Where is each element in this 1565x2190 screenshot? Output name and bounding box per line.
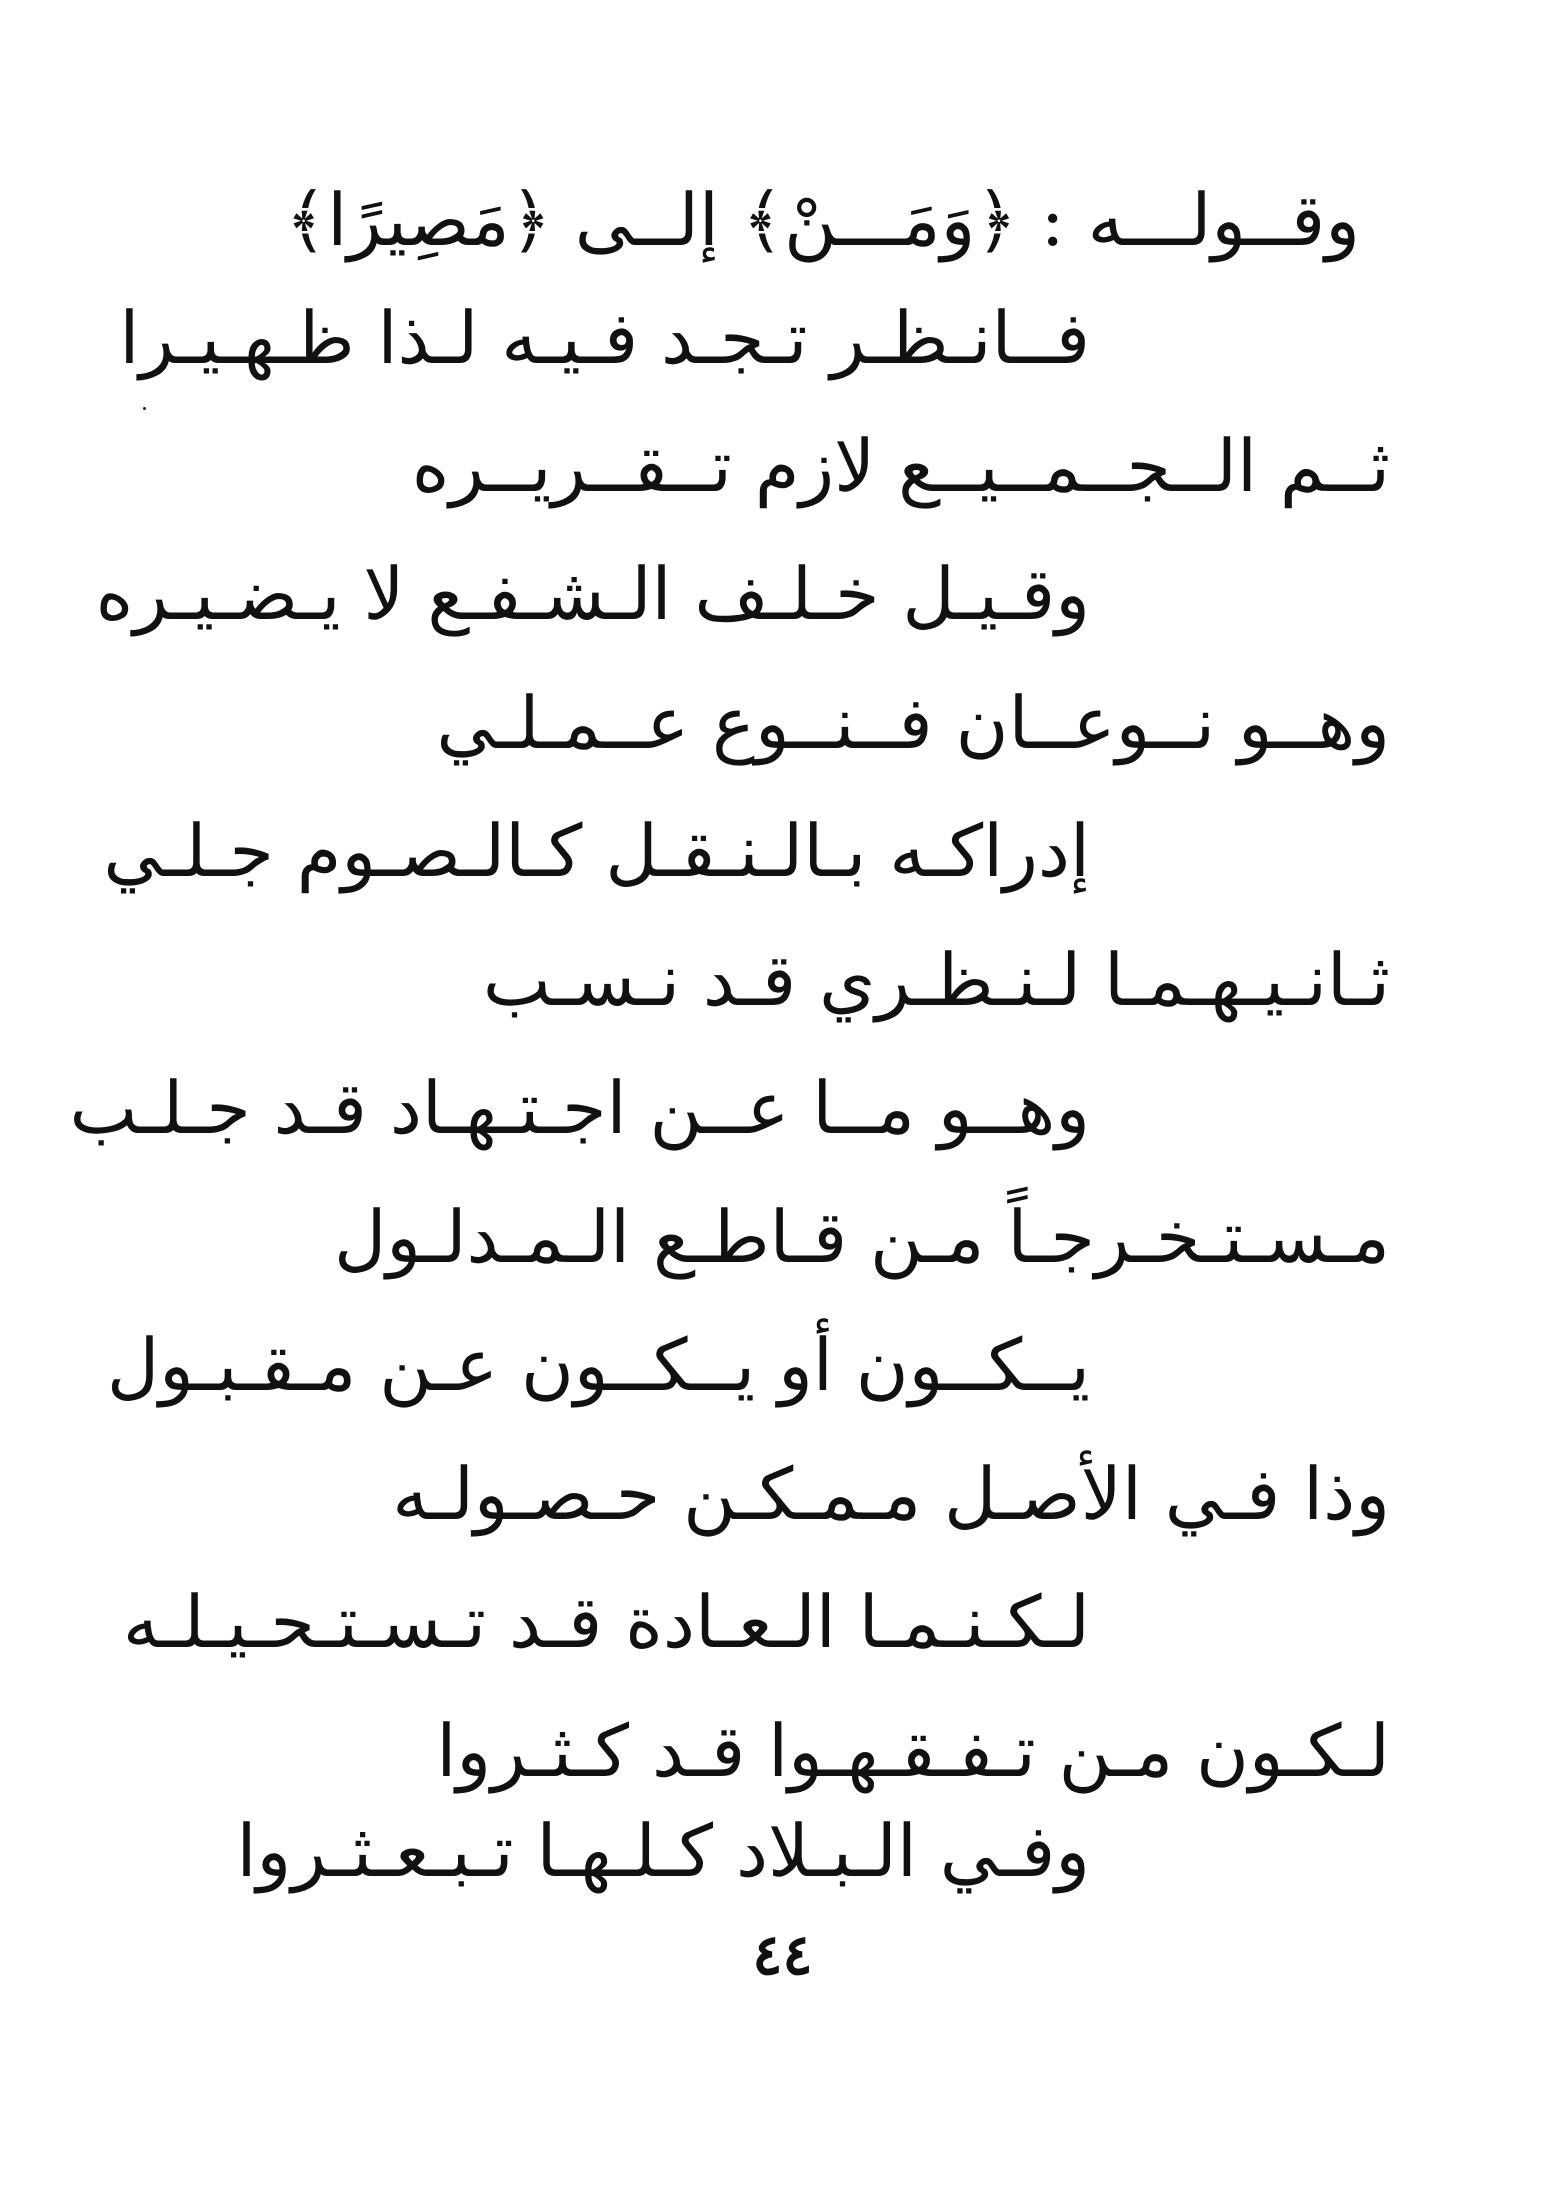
verse-text: وفـي الـبـلاد كـلـهـا تـبـعـثـروا <box>236 1809 1090 1893</box>
page-number: ٤٤ <box>752 1922 813 1988</box>
verse-line <box>0 675 1565 771</box>
intro-text: وقــولـــه : ﴿وَمَـــنْ﴾ إلــى ﴿مَصِيرًا﴾ <box>285 178 1360 262</box>
verse-text: لـكـون مـن تـفـقـهـوا قـد كـثـروا <box>436 1709 1390 1793</box>
verse-line <box>0 290 1565 386</box>
verse-line <box>0 1803 1565 1899</box>
verse-text: وهــو مــا عــن اجـتـهـاد قـد جـلـب <box>69 1066 1090 1150</box>
verse-line <box>0 1703 1565 1799</box>
verse-line <box>0 803 1565 899</box>
verse-text: يــكــون أو يــكــون عـن مـقـبـول <box>106 1323 1090 1407</box>
verse-line <box>0 418 1565 514</box>
verse-text: مـسـتـخـرجـاً مـن قـاطـع الـمـدلـول <box>333 1195 1390 1279</box>
verse-line <box>0 1189 1565 1285</box>
verse-text: وذا فـي الأصـل مـمـكـن حـصـولـه <box>392 1452 1390 1536</box>
verse-line <box>0 1446 1565 1542</box>
verse-line <box>0 932 1565 1028</box>
verse-text: وهــو نــوعــان فــنــوع عــمـلـي <box>436 681 1390 765</box>
verse-text: إدراكـه بـالـنـقـل كـالـصـوم جـلـي <box>103 809 1090 893</box>
verse-line <box>0 1574 1565 1670</box>
intro-line <box>0 172 1565 268</box>
verse-line <box>0 1060 1565 1156</box>
verse-text: فــانـظـر تـجـد فـيـه لـذا ظـهـيـرا <box>119 296 1090 380</box>
scan-speck <box>143 407 146 410</box>
verse-line <box>0 1317 1565 1413</box>
verse-text: ثـانـيـهـمـا لـنـظـري قـد نـسـب <box>482 938 1390 1022</box>
verse-text: وقـيـل خـلـف الـشـفـع لا يـضـيـره <box>95 552 1090 636</box>
verse-text: لـكـنـمـا الـعـادة قـد تـسـتـحـيـلـه <box>122 1580 1090 1664</box>
verse-text: ثــم الــجــمــيــع لازم تــقــريــره <box>411 424 1390 508</box>
verse-line <box>0 546 1565 642</box>
